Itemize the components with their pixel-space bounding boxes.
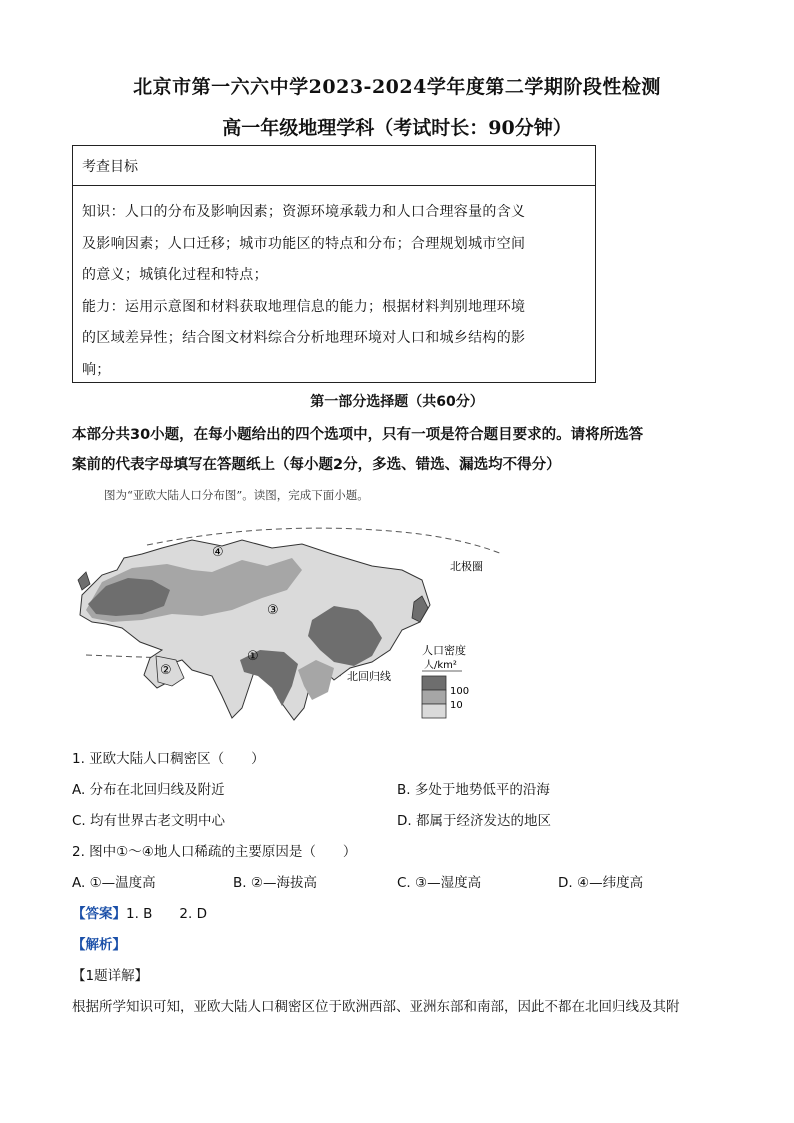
- instructions-line: 案前的代表字母填写在答题纸上（每小题2分，多选、错选、漏选均不得分）: [72, 457, 561, 473]
- analysis-text: 根据所学知识可知，亚欧大陆人口稠密区位于欧洲西部、亚洲东部和南部，因此不都在北回归线及其附: [72, 999, 680, 1015]
- question-2-option-a: A. ①—温度高: [72, 875, 156, 891]
- objectives-line: 知识：人口的分布及影响因素；资源环境承载力和人口合理容量的含义: [82, 204, 526, 220]
- question-1-option-b: B. 多处于地势低平的沿海: [397, 782, 550, 798]
- objectives-body: [73, 186, 595, 386]
- part1-instructions: [72, 420, 722, 480]
- legend-title: 人口密度: [422, 644, 466, 657]
- map-marker-2: ②: [160, 663, 172, 678]
- objectives-heading: 考查目标: [73, 146, 595, 186]
- arctic-circle-label: 北极圈: [450, 560, 483, 573]
- legend-label-10: 10: [450, 700, 463, 711]
- question-1-stem: 1. 亚欧大陆人口稠密区（ ）: [72, 751, 265, 767]
- legend-unit: 人/km²: [424, 660, 457, 671]
- question-1-option-c: C. 均有世界古老文明中心: [72, 813, 226, 829]
- analysis-label: 【解析】: [72, 937, 126, 953]
- map-marker-3: ③: [267, 603, 279, 618]
- objectives-box: [72, 145, 596, 383]
- question-2-option-b: B. ②—海拔高: [233, 875, 317, 891]
- objectives-line: 及影响因素；人口迁移；城市功能区的特点和分布；合理规划城市空间: [82, 235, 526, 252]
- answer-label: 【答案】: [72, 906, 126, 922]
- legend-swatch-dense: [422, 676, 446, 690]
- objectives-line: 的区域差异性；结合图文材料综合分析地理环境对人口和城乡结构的影: [82, 330, 526, 346]
- legend-label-100: 100: [450, 686, 470, 697]
- page-title: 北京市第一六六中学2023-2024学年度第二学期阶段性检测: [133, 76, 661, 98]
- figure-caption: 图为“亚欧大陆人口分布图”。读图，完成下面小题。: [104, 488, 369, 502]
- britain-island: [78, 572, 90, 590]
- analysis-subheading: 【1题详解】: [72, 968, 149, 984]
- objectives-line: 的意义；城镇化过程和特点；: [82, 267, 268, 283]
- objectives-line: 响；: [82, 361, 111, 378]
- legend-swatch-sparse: [422, 704, 446, 718]
- population-map: [72, 510, 512, 742]
- legend-swatch-medium: [422, 690, 446, 704]
- question-1-option-a: A. 分布在北回归线及附近: [72, 782, 225, 798]
- question-2-stem: 2. 图中①～④地人口稀疏的主要原因是（ ）: [72, 844, 357, 860]
- objectives-line: 能力：运用示意图和材料获取地理信息的能力；根据材料判别地理环境: [82, 298, 526, 315]
- instructions-line: 本部分共30小题，在每小题给出的四个选项中，只有一项是符合题目要求的。请将所选答: [72, 427, 644, 443]
- question-2-option-c: C. ③—湿度高: [397, 875, 482, 891]
- page-subtitle: 高一年级地理学科（考试时长：90分钟）: [222, 117, 572, 139]
- tropic-label: 北回归线: [347, 670, 391, 683]
- map-marker-1: ①: [247, 649, 259, 664]
- part1-title: 第一部分选择题（共60分）: [310, 394, 484, 410]
- answer-line: [72, 902, 207, 922]
- question-1-option-d: D. 都属于经济发达的地区: [397, 813, 551, 829]
- answer-text: 1. B 2. D: [126, 906, 207, 922]
- map-marker-4: ④: [212, 545, 224, 560]
- question-2-option-d: D. ④—纬度高: [558, 875, 644, 891]
